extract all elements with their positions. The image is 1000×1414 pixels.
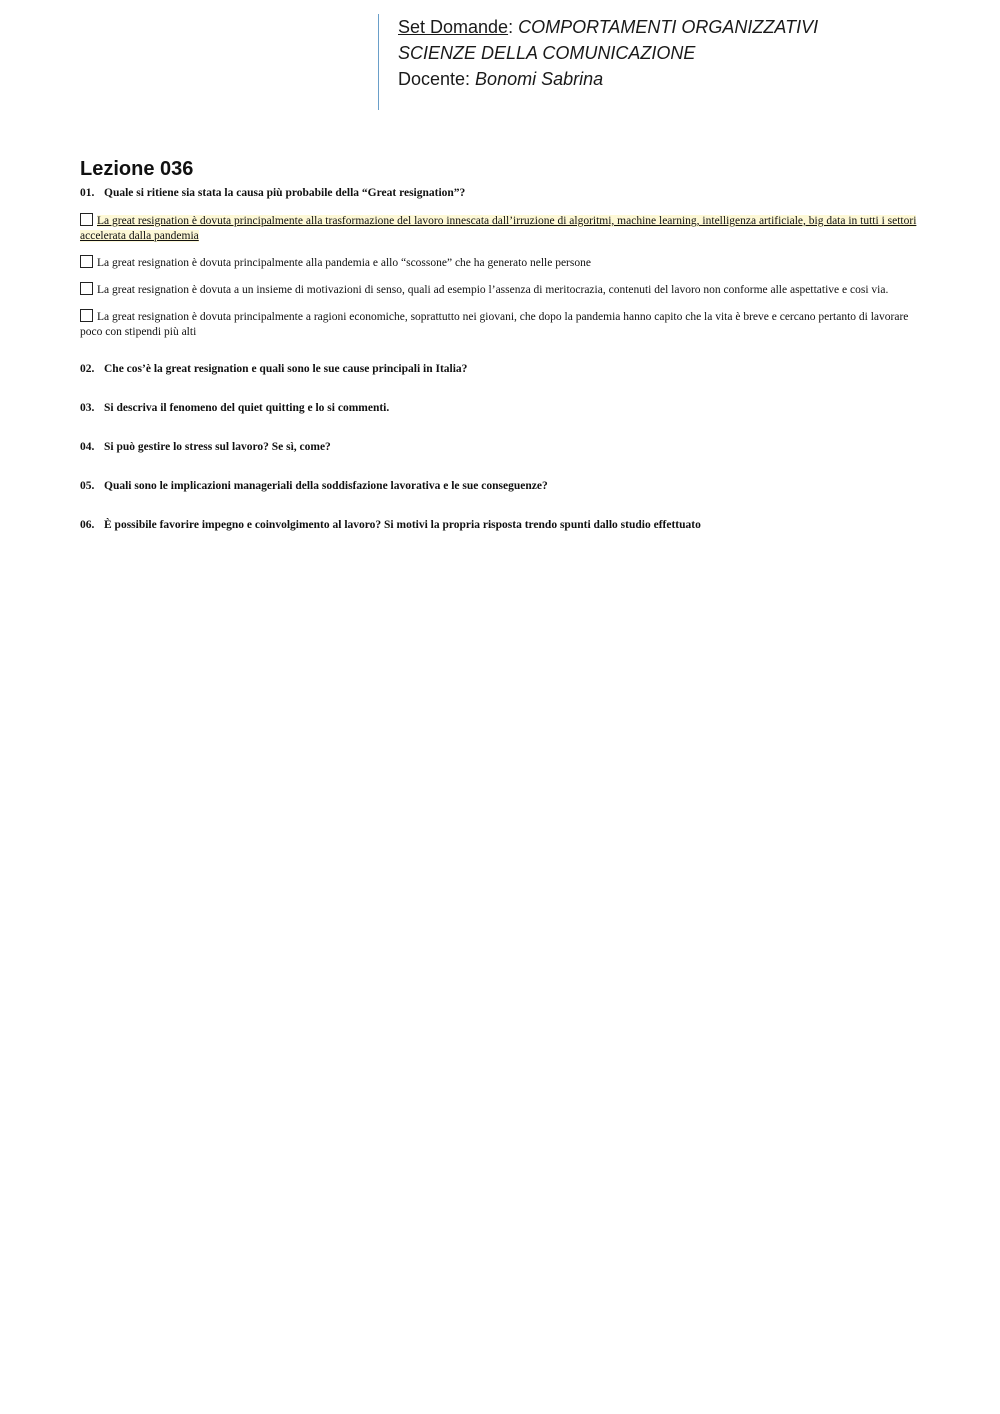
- faculty-name: SCIENZE DELLA COMUNICAZIONE: [398, 43, 696, 63]
- question-text: Si descriva il fenomeno del quiet quitting e lo si commenti.: [104, 402, 390, 414]
- answer-option-text: La great resignation è dovuta principalmente alla pandemia e allo “scossone” che ha generato nelle persone: [97, 257, 591, 269]
- checkbox-icon[interactable]: [80, 255, 93, 268]
- course-name: COMPORTAMENTI ORGANIZZATIVI: [518, 17, 819, 37]
- question-02: [80, 362, 920, 377]
- teacher-label: Docente:: [398, 69, 476, 89]
- checkbox-icon[interactable]: [80, 282, 93, 295]
- answer-option-text: La great resignation è dovuta a un insieme di motivazioni di senso, quali ad esempio l’assenza di meritocrazia, contenuti del lavoro non conforme alle aspettative e cosi via.: [97, 284, 889, 296]
- course-line: [398, 14, 938, 40]
- answer-option-1[interactable]: [80, 213, 920, 244]
- question-06: [80, 518, 920, 533]
- document-header: [378, 14, 938, 110]
- questions-list: [80, 186, 920, 557]
- question-text: Quale si ritiene sia stata la causa più probabile della “Great resignation”?: [104, 187, 466, 199]
- answer-option-2[interactable]: [80, 255, 920, 271]
- answer-option-3[interactable]: [80, 282, 920, 298]
- checkbox-icon[interactable]: [80, 213, 93, 226]
- question-number: 02.: [80, 363, 95, 375]
- question-01: [80, 186, 920, 201]
- question-04: [80, 440, 920, 455]
- question-number: 06.: [80, 519, 95, 531]
- question-number: 03.: [80, 402, 95, 414]
- question-number: 01.: [80, 187, 95, 199]
- question-05: [80, 479, 920, 494]
- set-label: Set Domande: [398, 17, 509, 37]
- question-text: Quali sono le implicazioni manageriali della soddisfazione lavorativa e le sue conseguenze?: [104, 480, 548, 492]
- question-text: Che cos’è la great resignation e quali sono le sue cause principali in Italia?: [104, 363, 468, 375]
- answer-options: [80, 213, 920, 340]
- answer-option-text: La great resignation è dovuta principalmente a ragioni economiche, soprattutto nei giovani, che dopo la pandemia hanno capito che la vita è breve e cercano pertanto di lavorare poco con stipendi più alti: [80, 311, 909, 338]
- lesson-title: Lezione 036: [80, 158, 194, 180]
- teacher-name: Bonomi Sabrina: [475, 69, 604, 89]
- teacher-line: [398, 66, 938, 92]
- set-separator: :: [508, 17, 519, 37]
- question-03: [80, 401, 920, 416]
- question-number: 04.: [80, 441, 95, 453]
- answer-option-text: La great resignation è dovuta principalmente alla trasformazione del lavoro innescata dall’irruzione di algoritmi, machine learning, intelligenza artificiale, big data in tutti i settori accelerata dalla pandemia: [80, 215, 917, 242]
- question-text: È possibile favorire impegno e coinvolgimento al lavoro? Si motivi la propria risposta trendo spunti dallo studio effettuato: [104, 519, 701, 531]
- question-text: Si può gestire lo stress sul lavoro? Se sì, come?: [104, 441, 331, 453]
- answer-option-4[interactable]: [80, 309, 920, 340]
- checkbox-icon[interactable]: [80, 309, 93, 322]
- question-number: 05.: [80, 480, 95, 492]
